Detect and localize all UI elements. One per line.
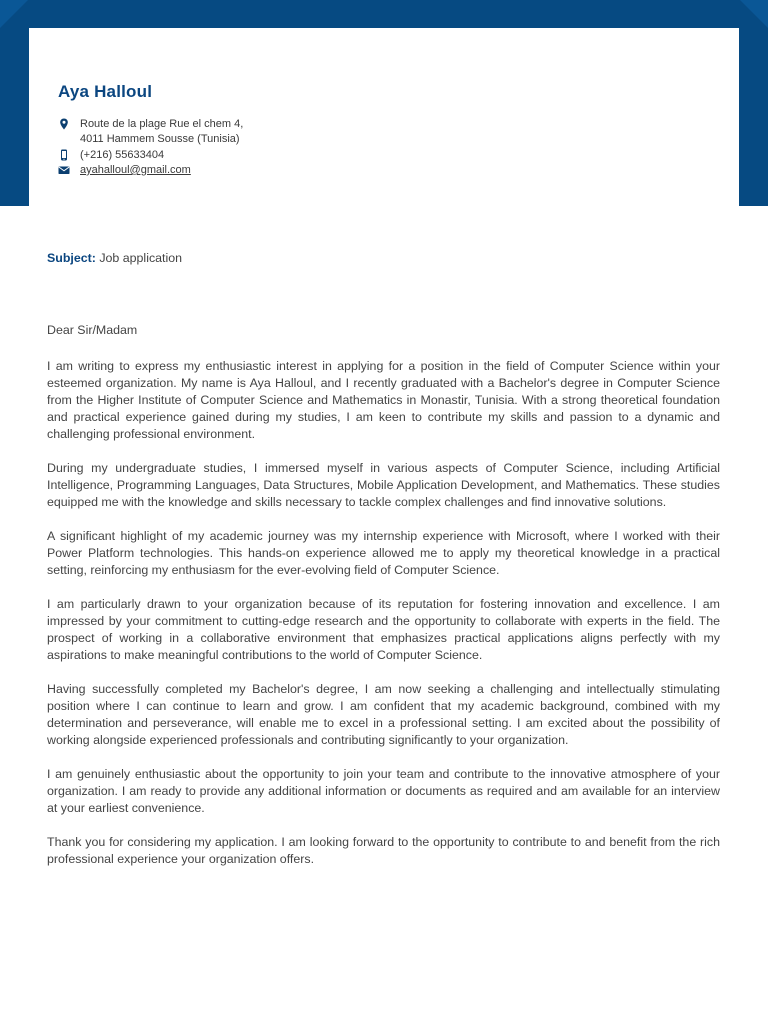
letter-body [47, 250, 720, 885]
map-pin-icon [58, 118, 70, 130]
contact-info [58, 117, 358, 178]
contact-email [58, 163, 358, 178]
contact-phone [58, 148, 358, 163]
paragraph-4: I am particularly drawn to your organization because of its reputation for fostering innovation and excellence. I am impressed by your commitment to cutting-edge research and the opportunity to collaborate with experts in the field. The prospect of working in a collaborative environment that emphasizes practical applications aligns perfectly with my aspirations to make meaningful contributions to the world of Computer Science. [47, 597, 720, 662]
phone-number: (+216) 55633404 [80, 148, 165, 161]
header-corner-right [740, 0, 768, 28]
contact-address [58, 117, 358, 148]
header-corner-left [0, 0, 28, 28]
subject-line [47, 250, 720, 267]
subject-label: Subject: [47, 251, 96, 265]
paragraph-2: During my undergraduate studies, I immersed myself in various aspects of Computer Science, including Artificial Intelligence, Programming Languages, Data Structures, Mobile Application Development, and Mathematics. These studies equipped me with the knowledge and skills necessary to tackle complex challenges and find innovative solutions. [47, 461, 720, 509]
paragraph-6: I am genuinely enthusiastic about the opportunity to join your team and contribute to the innovative atmosphere of your organization. I am ready to provide any additional information or documents as required and am available for an interview at your earliest convenience. [47, 767, 720, 815]
phone-icon [58, 149, 70, 161]
salutation: Dear Sir/Madam [47, 323, 138, 337]
paragraph-7: Thank you for considering my application. I am looking forward to the opportunity to contribute to and benefit from the rich professional experience your organization offers. [47, 835, 720, 866]
email-link[interactable]: ayahalloul@gmail.com [80, 163, 191, 176]
applicant-name: Aya Halloul [58, 82, 153, 101]
paragraph-1: I am writing to express my enthusiastic interest in applying for a position in the field of Computer Science within your esteemed organization. My name is Aya Halloul, and I recently graduated with a Bachelor's degree in Computer Science from the Higher Institute of Computer Science and Mathematics in Monastir, Tunisia. With a strong theoretical foundation and practical experience gained during my studies, I am keen to contribute my skills and passion to a dynamic and challenging professional environment. [47, 359, 720, 441]
paragraph-3: A significant highlight of my academic journey was my internship experience with Microsoft, where I worked with their Power Platform technologies. This hands-on experience allowed me to apply my theoretical knowledge in a practical setting, reinforcing my enthusiasm for the ever-evolving field of Computer Science. [47, 529, 720, 577]
address-line-1: Route de la plage Rue el chem 4, [80, 118, 244, 130]
paragraph-5: Having successfully completed my Bachelor's degree, I am now seeking a challenging and intellectually stimulating position where I can continue to learn and grow. I am confident that my academic background, combined with my determination and perseverance, will enable me to excel in a professional setting. I am excited about the possibility of working alongside experienced professionals and contributing significantly to your organization. [47, 682, 720, 747]
envelope-icon [58, 164, 70, 176]
address-line-2: 4011 Hammem Sousse (Tunisia) [80, 133, 240, 146]
subject-value: Job application [99, 251, 183, 265]
